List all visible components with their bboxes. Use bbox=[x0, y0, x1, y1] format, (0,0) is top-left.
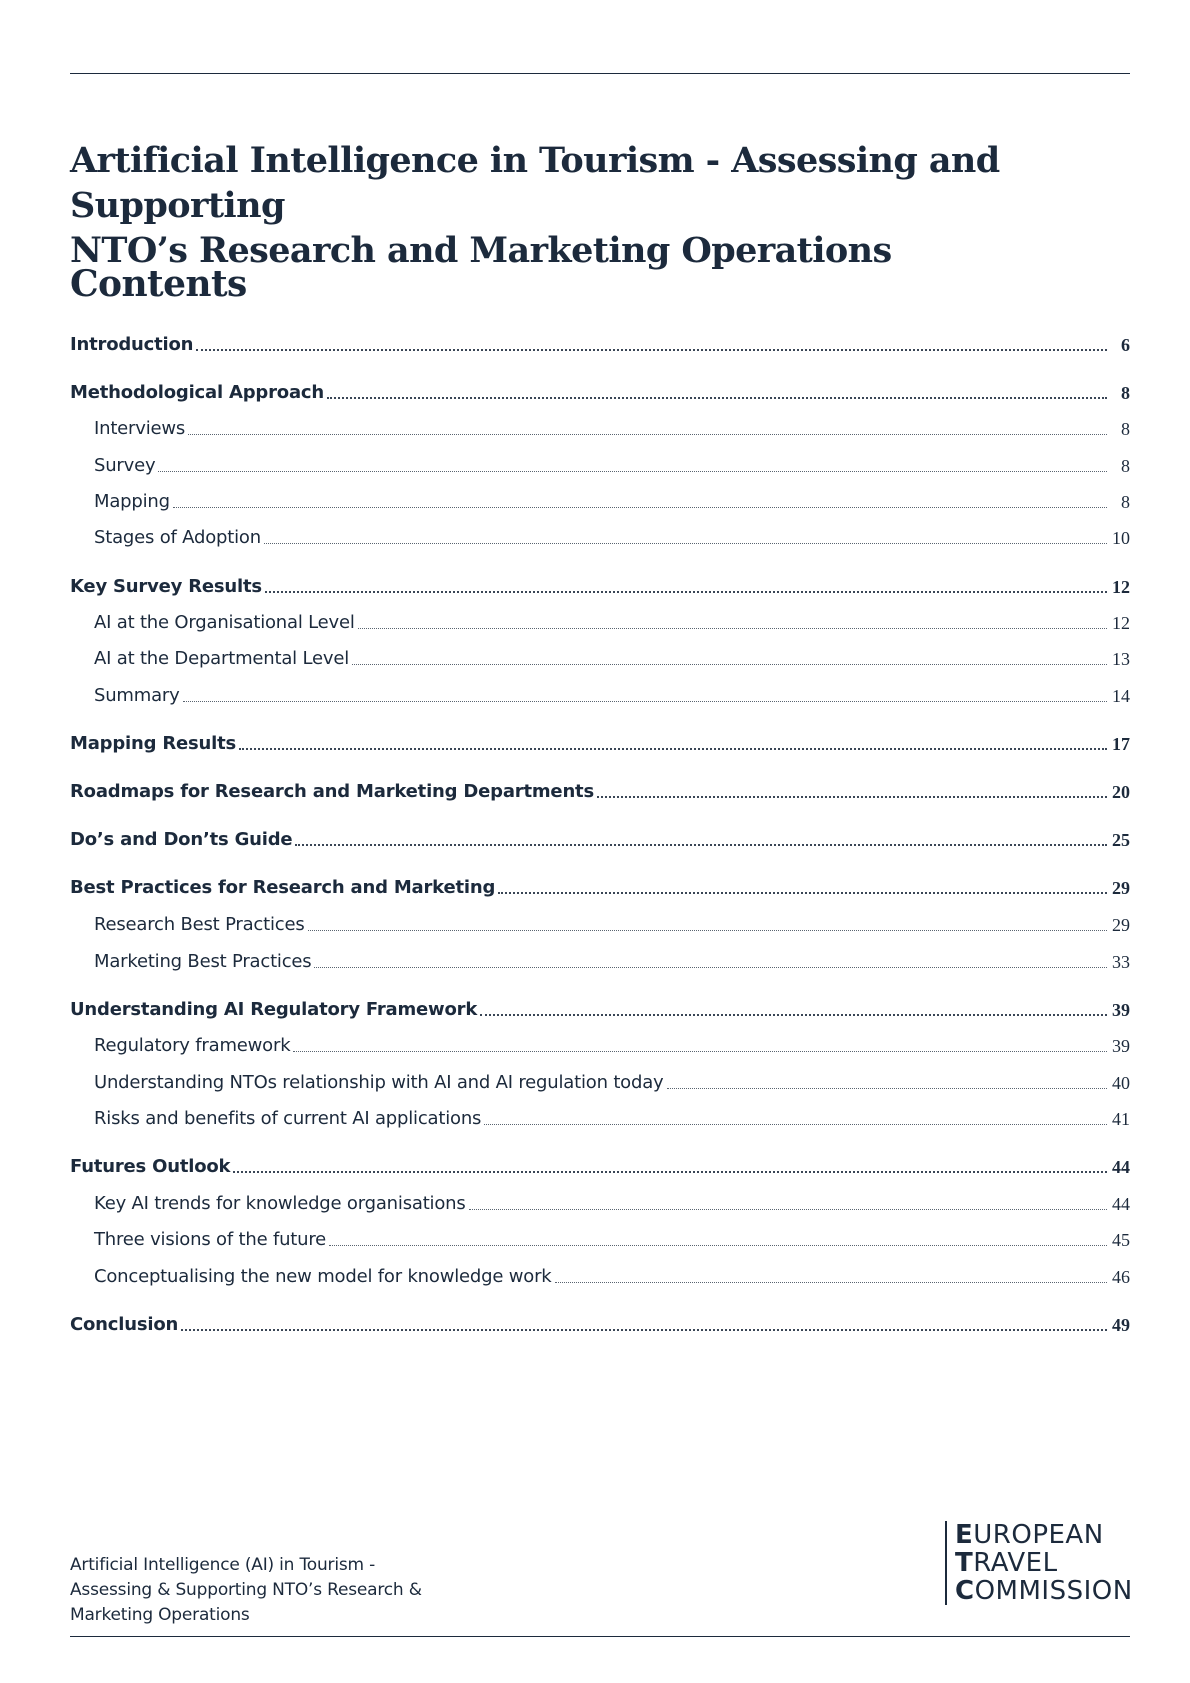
toc-page-number: 49 bbox=[1112, 1315, 1130, 1335]
toc-entry-label: Summary bbox=[94, 685, 180, 706]
toc-entry-label: Research Best Practices bbox=[94, 914, 305, 935]
logo-line-commission: COMMISSION bbox=[955, 1576, 1133, 1606]
toc-entry-label: Introduction bbox=[70, 334, 194, 355]
toc-page-number: 8 bbox=[1121, 492, 1130, 512]
toc-subentry[interactable] bbox=[94, 1224, 1130, 1252]
toc-dot-leader bbox=[233, 1171, 1107, 1173]
toc-entry-label: Conceptualising the new model for knowledge work bbox=[94, 1266, 552, 1287]
document-title-line-1: Artificial Intelligence in Tourism - Assessing and Supporting bbox=[70, 140, 1000, 226]
toc-page-number: 44 bbox=[1112, 1157, 1130, 1177]
toc-subentry[interactable] bbox=[94, 909, 1130, 937]
toc-page-number: 20 bbox=[1112, 782, 1130, 802]
toc-dot-leader bbox=[329, 1245, 1107, 1246]
toc-entry[interactable] bbox=[70, 377, 1130, 405]
toc-entry-label: Key AI trends for knowledge organisations bbox=[94, 1193, 466, 1214]
toc-subentry[interactable] bbox=[94, 1030, 1130, 1058]
toc-entry[interactable] bbox=[70, 994, 1130, 1022]
toc-subentry[interactable] bbox=[94, 413, 1130, 441]
logo-line-travel: TRAVEL bbox=[955, 1548, 1058, 1578]
toc-page-number: 14 bbox=[1112, 686, 1130, 706]
toc-subentry[interactable] bbox=[94, 486, 1130, 514]
toc-dot-leader bbox=[498, 892, 1107, 894]
footer-rule bbox=[70, 1636, 1130, 1637]
toc-dot-leader bbox=[352, 664, 1107, 665]
toc-page-number: 29 bbox=[1112, 915, 1130, 935]
toc-subentry[interactable] bbox=[94, 1067, 1130, 1095]
toc-subentry[interactable] bbox=[94, 1261, 1130, 1289]
toc-page-number: 45 bbox=[1112, 1230, 1130, 1250]
toc-dot-leader bbox=[484, 1124, 1107, 1125]
toc-page-number: 39 bbox=[1112, 1000, 1130, 1020]
toc-dot-leader bbox=[181, 1329, 1107, 1331]
toc-dot-leader bbox=[469, 1209, 1107, 1210]
footer-document-title bbox=[70, 1553, 470, 1628]
toc-page-number: 6 bbox=[1121, 335, 1130, 355]
toc-dot-leader bbox=[358, 628, 1107, 629]
toc-subentry[interactable] bbox=[94, 450, 1130, 478]
toc-entry-label: Understanding AI Regulatory Framework bbox=[70, 999, 478, 1020]
toc-entry-label: Methodological Approach bbox=[70, 382, 324, 403]
toc-entry-label: Key Survey Results bbox=[70, 576, 262, 597]
etc-logo bbox=[945, 1520, 1133, 1606]
toc-page-number: 44 bbox=[1112, 1194, 1130, 1214]
toc-page-number: 8 bbox=[1121, 383, 1130, 403]
toc-page-number: 8 bbox=[1121, 419, 1130, 439]
toc-dot-leader bbox=[264, 543, 1107, 544]
toc-entry-label: Stages of Adoption bbox=[94, 527, 261, 548]
toc-dot-leader bbox=[293, 1051, 1107, 1052]
footer-line-2: Assessing & Supporting NTO’s Research & bbox=[70, 1580, 422, 1600]
toc-page-number: 17 bbox=[1112, 734, 1130, 754]
toc-entry-label: Risks and benefits of current AI applications bbox=[94, 1108, 482, 1129]
toc-dot-leader bbox=[667, 1088, 1108, 1089]
toc-entry-label: Mapping bbox=[94, 491, 170, 512]
toc-page-number: 41 bbox=[1112, 1109, 1130, 1129]
toc-subentry[interactable] bbox=[94, 607, 1130, 635]
toc-entry-label: Interviews bbox=[94, 418, 186, 439]
document-title-line-2: NTO’s Research and Marketing Operations bbox=[70, 230, 892, 271]
toc-dot-leader bbox=[183, 701, 1107, 702]
toc-dot-leader bbox=[314, 967, 1107, 968]
toc-entry-label: Marketing Best Practices bbox=[94, 951, 312, 972]
toc-page-number: 40 bbox=[1112, 1073, 1130, 1093]
toc-dot-leader bbox=[239, 748, 1107, 750]
toc-page-number: 10 bbox=[1112, 528, 1130, 548]
toc-subentry[interactable] bbox=[94, 1103, 1130, 1131]
toc-page-number: 29 bbox=[1112, 878, 1130, 898]
toc-entry-label: Best Practices for Research and Marketing bbox=[70, 877, 496, 898]
toc-entry[interactable] bbox=[70, 776, 1130, 804]
toc-entry[interactable] bbox=[70, 329, 1130, 357]
toc-dot-leader bbox=[597, 796, 1107, 798]
toc-page-number: 12 bbox=[1112, 577, 1130, 597]
toc-entry-label: Roadmaps for Research and Marketing Departments bbox=[70, 781, 594, 802]
toc-dot-leader bbox=[265, 591, 1107, 593]
toc-subentry[interactable] bbox=[94, 946, 1130, 974]
toc-dot-leader bbox=[480, 1014, 1107, 1016]
toc-entry[interactable] bbox=[70, 728, 1130, 756]
toc-page-number: 33 bbox=[1112, 952, 1130, 972]
toc-dot-leader bbox=[327, 397, 1107, 399]
toc-dot-leader bbox=[188, 434, 1107, 435]
toc-entry-label: Understanding NTOs relationship with AI and AI regulation today bbox=[94, 1072, 664, 1093]
toc-page-number: 12 bbox=[1112, 613, 1130, 633]
toc-subentry[interactable] bbox=[94, 680, 1130, 708]
document-title bbox=[70, 138, 1130, 273]
toc-dot-leader bbox=[295, 844, 1107, 846]
toc-entry-label: Do’s and Don’ts Guide bbox=[70, 829, 293, 850]
toc-entry-label: Conclusion bbox=[70, 1314, 179, 1335]
toc-entry-label: Three visions of the future bbox=[94, 1229, 327, 1250]
toc-subentry[interactable] bbox=[94, 522, 1130, 550]
toc-entry[interactable] bbox=[70, 872, 1130, 900]
toc-entry-label: Survey bbox=[94, 455, 156, 476]
toc-entry-label: Regulatory framework bbox=[94, 1035, 291, 1056]
toc-dot-leader bbox=[196, 349, 1107, 351]
toc-entry[interactable] bbox=[70, 824, 1130, 852]
toc-entry-label: Futures Outlook bbox=[70, 1156, 231, 1177]
toc-entry[interactable] bbox=[70, 1151, 1130, 1179]
toc-entry-label: AI at the Organisational Level bbox=[94, 612, 355, 633]
toc-page-number: 25 bbox=[1112, 830, 1130, 850]
footer-line-3: Marketing Operations bbox=[70, 1605, 250, 1625]
toc-subentry[interactable] bbox=[94, 643, 1130, 671]
toc-page-number: 46 bbox=[1112, 1267, 1130, 1287]
toc-dot-leader bbox=[555, 1282, 1108, 1283]
toc-entry-label: Mapping Results bbox=[70, 733, 237, 754]
footer-line-1: Artificial Intelligence (AI) in Tourism - bbox=[70, 1555, 375, 1575]
toc-dot-leader bbox=[173, 507, 1107, 508]
toc-entry[interactable] bbox=[70, 1309, 1130, 1337]
toc-entry[interactable] bbox=[70, 571, 1130, 599]
toc-page-number: 8 bbox=[1121, 456, 1130, 476]
contents-heading: Contents bbox=[70, 263, 247, 305]
toc-dot-leader bbox=[158, 471, 1107, 472]
header-rule bbox=[70, 73, 1130, 74]
toc-subentry[interactable] bbox=[94, 1188, 1130, 1216]
toc-page-number: 39 bbox=[1112, 1036, 1130, 1056]
logo-line-european: EUROPEAN bbox=[955, 1520, 1104, 1550]
toc-page-number: 13 bbox=[1112, 649, 1130, 669]
toc-entry-label: AI at the Departmental Level bbox=[94, 648, 350, 669]
toc-dot-leader bbox=[308, 930, 1107, 931]
